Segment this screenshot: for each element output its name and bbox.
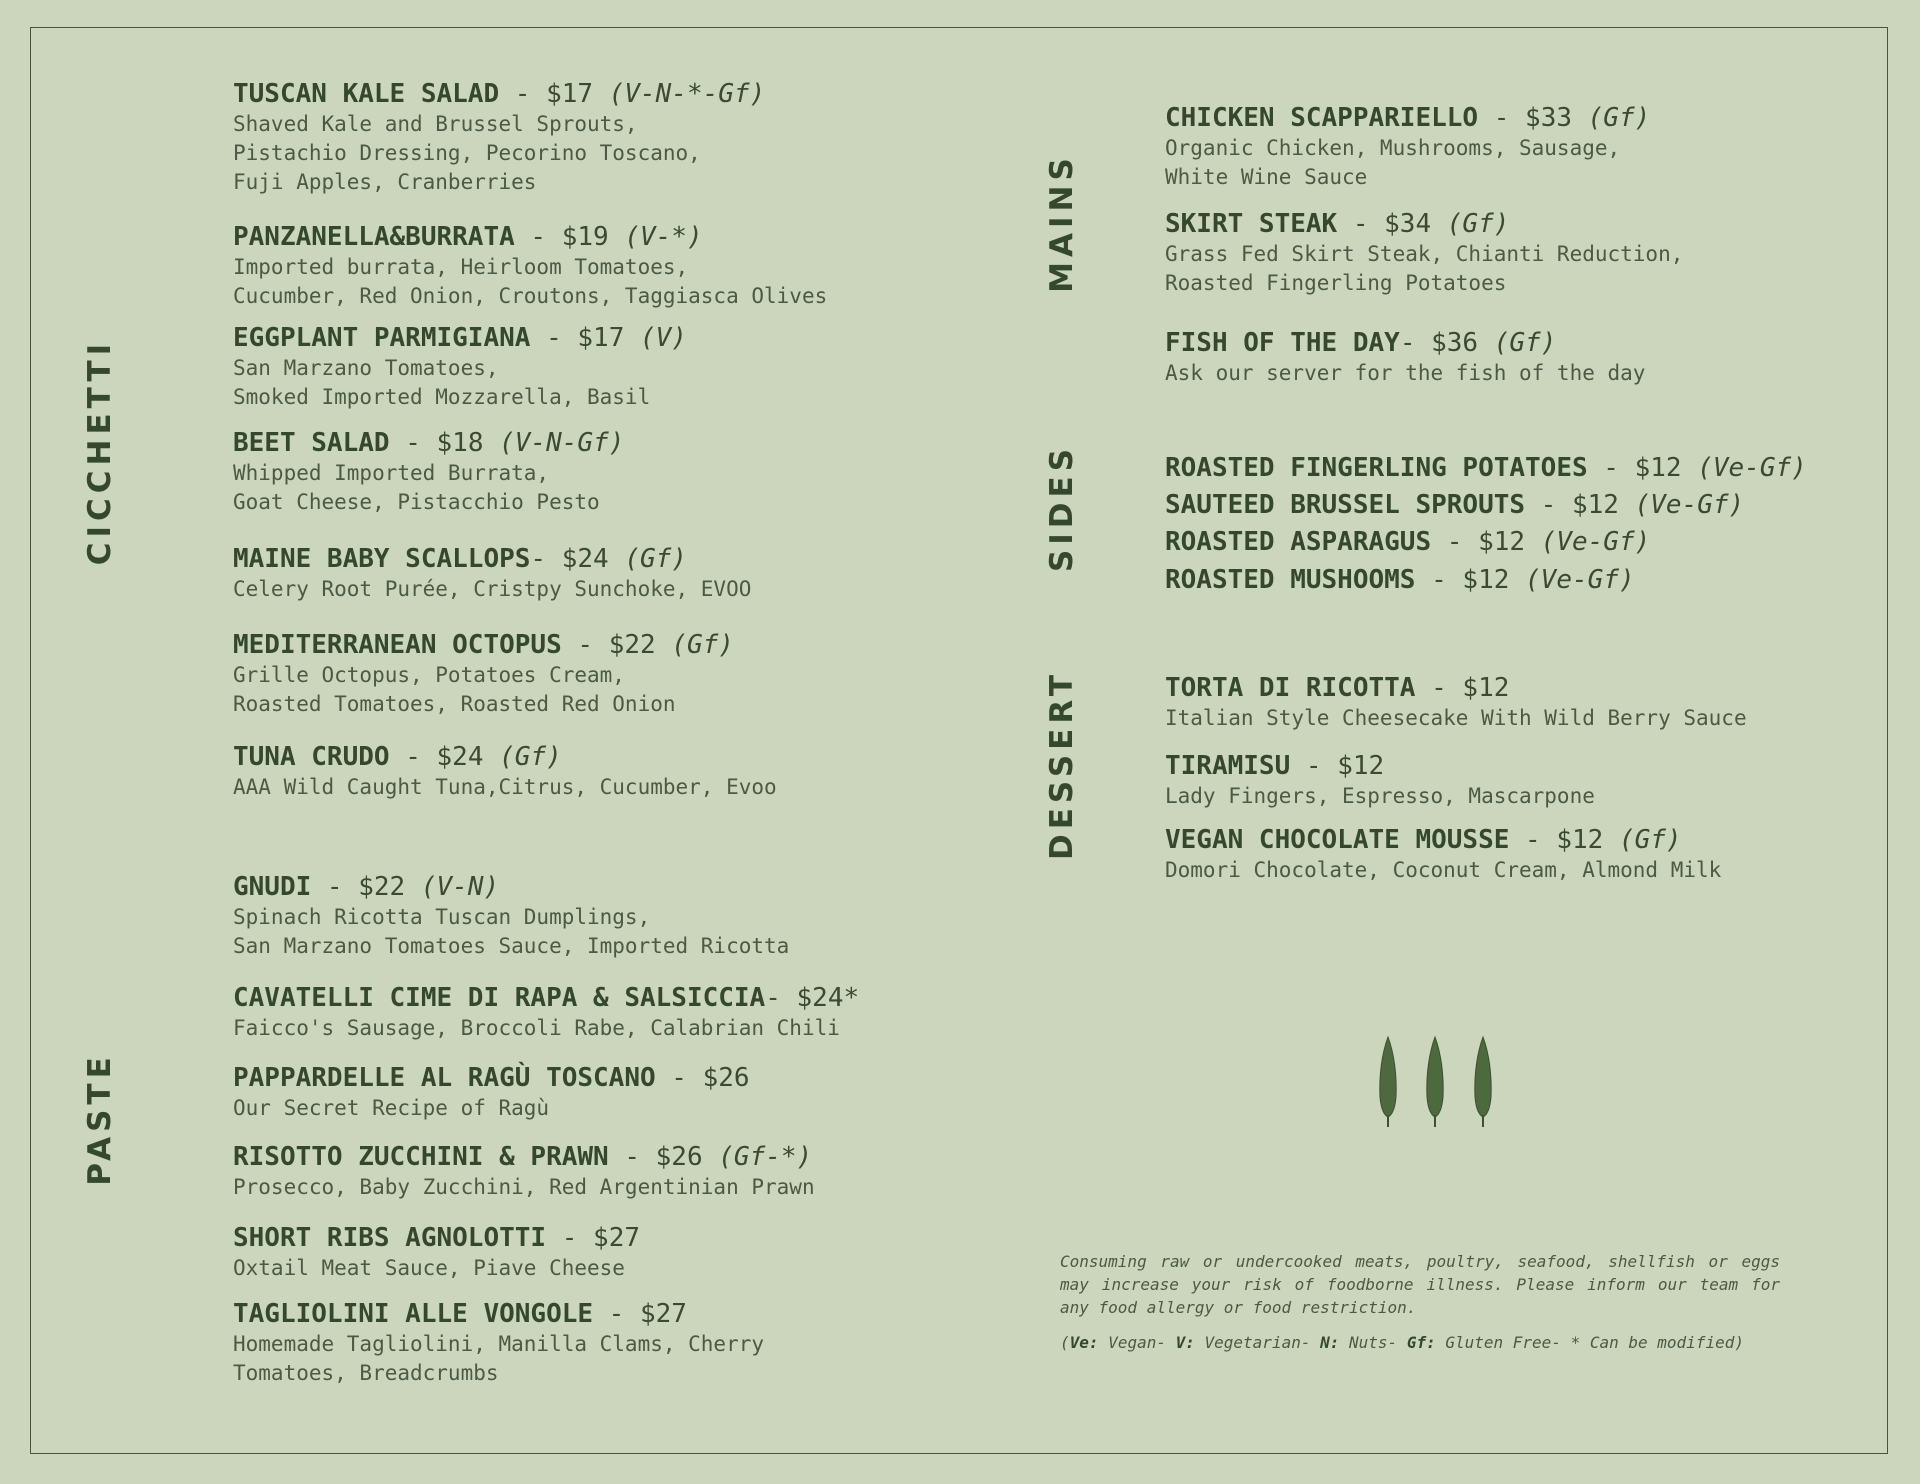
dish-price: - $27 (546, 1223, 640, 1253)
dish-description: Our Secret Recipe of Ragù (233, 1096, 550, 1120)
dish-title-line (1165, 452, 1807, 484)
dish-name: TAGLIOLINI ALLE VONGOLE (233, 1299, 594, 1329)
dish-description: Grass Fed Skirt Steak, Chianti Reduction, (1165, 242, 1684, 266)
dish-title-line (233, 1222, 640, 1254)
dish-price: - $12 (1415, 565, 1526, 595)
dish-diet-tags: (Gf) (499, 742, 562, 772)
dessert-menu-item (1165, 750, 1595, 811)
dish-title-line (233, 871, 789, 903)
dish-price: - $12 (1509, 825, 1619, 855)
dish-title-line (1165, 750, 1595, 782)
dish-title-line (233, 221, 827, 253)
mains-menu-item (1165, 102, 1650, 192)
dish-description: Spinach Ricotta Tuscan Dumplings, (233, 905, 651, 929)
cicchetti-menu-item (233, 221, 827, 311)
cicchetti-menu-item (233, 427, 624, 517)
dish-name: ROASTED FINGERLING POTATOES (1165, 453, 1588, 483)
dish-description: Tomatoes, Breadcrumbs (233, 1361, 499, 1385)
dish-description: Roasted Tomatoes, Roasted Red Onion (233, 692, 676, 716)
dish-diet-tags: (V-N-Gf) (499, 428, 625, 458)
sides-menu-item (1165, 564, 1635, 596)
dish-description: Ask our server for the fish of the day (1165, 361, 1646, 385)
dish-price: - $24 (530, 544, 625, 574)
dish-price: - $17 (499, 79, 609, 109)
dish-title-line (233, 427, 624, 459)
dish-diet-tags: (Gf) (1446, 209, 1510, 239)
dish-price: - $22 (561, 630, 672, 660)
dish-diet-tags: (Ve-Gf) (1540, 527, 1651, 557)
dish-title-line (1165, 327, 1645, 359)
legend-open: ( (1060, 1333, 1070, 1352)
dish-name: BEET SALAD (233, 428, 390, 458)
dish-price: - $12 (1525, 490, 1635, 520)
dish-description: Roasted Fingerling Potatoes (1165, 271, 1507, 295)
dish-name: ROASTED MUSHOOMS (1165, 565, 1416, 595)
dish-diet-tags: (Ve-Gf) (1525, 565, 1635, 595)
dish-price: - $33 (1478, 103, 1588, 133)
dish-description: Shaved Kale and Brussel Sprouts, (233, 112, 638, 136)
dish-title-line (233, 78, 765, 110)
section-label-cicchetti: CICCHETTI (82, 338, 118, 566)
dish-diet-tags: (V-N) (420, 872, 500, 902)
dish-title-line (1165, 102, 1650, 134)
dish-description: Pistachio Dressing, Pecorino Toscano, (233, 141, 701, 165)
dish-price: - $12 (1587, 453, 1698, 483)
dish-name: MEDITERRANEAN OCTOPUS (233, 630, 562, 660)
paste-menu-item (233, 1298, 764, 1388)
dish-title-line (233, 543, 751, 575)
legend-gluten-free-text: Gluten Free- * Can be modified) (1435, 1333, 1744, 1352)
dish-name: PAPPARDELLE AL RAGÙ TOSCANO (233, 1063, 656, 1093)
dish-price: - $12 (1431, 527, 1541, 557)
dish-description: Imported burrata, Heirloom Tomatoes, (233, 255, 689, 279)
dish-name: SKIRT STEAK (1165, 209, 1338, 239)
dish-title-line (233, 1298, 764, 1330)
dish-name: TUSCAN KALE SALAD (233, 79, 500, 109)
cicchetti-menu-item (233, 629, 734, 719)
dish-title-line (233, 629, 734, 661)
dish-diet-tags: (Ve-Gf) (1634, 490, 1745, 520)
dish-name: TORTA DI RICOTTA (1165, 673, 1416, 703)
paste-menu-item (233, 1062, 750, 1123)
dish-diet-tags: (Gf) (1618, 825, 1682, 855)
dish-diet-tags: (Ve-Gf) (1697, 453, 1807, 483)
dish-description: San Marzano Tomatoes, (233, 356, 499, 380)
dish-title-line (233, 1062, 750, 1094)
dish-price: - $24* (765, 983, 860, 1013)
legend-nuts-key: N: (1320, 1333, 1340, 1352)
dish-price: - $26 (655, 1063, 750, 1093)
dish-title-line (233, 1141, 815, 1173)
paste-menu-item (233, 871, 789, 961)
sides-menu-item (1165, 452, 1807, 484)
dish-name: CHICKEN SCAPPARIELLO (1165, 103, 1479, 133)
dish-title-line (1165, 489, 1744, 521)
dish-description: Faicco's Sausage, Broccoli Rabe, Calabrian Chili (233, 1016, 840, 1040)
sides-menu-item (1165, 489, 1744, 521)
dish-price: - $24 (389, 742, 500, 772)
dish-description: Oxtail Meat Sauce, Piave Cheese (233, 1256, 625, 1280)
dish-price: - $22 (311, 872, 421, 902)
dish-diet-tags: (Gf) (1493, 328, 1557, 358)
dish-title-line (1165, 564, 1635, 596)
dish-name: SHORT RIBS AGNOLOTTI (233, 1223, 547, 1253)
dish-price: - $12 (1415, 673, 1510, 703)
dish-price: - $18 (389, 428, 500, 458)
dish-name: FISH OF THE DAY (1165, 328, 1400, 358)
dish-title-line (1165, 824, 1721, 856)
cicchetti-menu-item (233, 543, 751, 604)
dish-price: - $27 (593, 1299, 687, 1329)
dish-description: Whipped Imported Burrata, (233, 461, 550, 485)
cicchetti-menu-item (233, 322, 687, 412)
mains-menu-item (1165, 327, 1645, 388)
dish-description: Celery Root Purée, Cristpy Sunchoke, EVOO (233, 577, 752, 601)
dessert-menu-item (1165, 824, 1721, 885)
dish-description: Organic Chicken, Mushrooms, Sausage, (1165, 136, 1621, 160)
dish-name: SAUTEED BRUSSEL SPROUTS (1165, 490, 1526, 520)
cypress-trees-icon (1372, 1035, 1502, 1135)
legend-vegan-text: Vegan- (1098, 1333, 1176, 1352)
section-label-mains: MAINS (1044, 153, 1080, 293)
cicchetti-menu-item (233, 78, 765, 197)
dish-description: Homemade Tagliolini, Manilla Clams, Cherry (233, 1332, 765, 1356)
dish-title-line (1165, 526, 1650, 558)
dish-name: VEGAN CHOCOLATE MOUSSE (1165, 825, 1510, 855)
dish-price: - $34 (1337, 209, 1447, 239)
legend-nuts-text: Nuts- (1339, 1333, 1407, 1352)
dish-title-line (233, 322, 687, 354)
dish-name: CAVATELLI CIME DI RAPA & SALSICCIA (233, 983, 766, 1013)
dish-price: - $26 (608, 1142, 719, 1172)
dish-diet-tags: (V-N-*-Gf) (608, 79, 766, 109)
dish-diet-tags: (Gf) (671, 630, 734, 660)
dish-diet-tags: (Gf-*) (718, 1142, 813, 1172)
dish-description: San Marzano Tomatoes Sauce, Imported Ricotta (233, 934, 790, 958)
sides-menu-item (1165, 526, 1650, 558)
dish-description: AAA Wild Caught Tuna,Citrus, Cucumber, Evoo (233, 775, 777, 799)
paste-menu-item (233, 982, 859, 1043)
dish-name: TIRAMISU (1165, 751, 1291, 781)
section-label-paste: PASTE (82, 1052, 118, 1186)
dish-title-line (1165, 672, 1747, 704)
dish-price: - $36 (1399, 328, 1494, 358)
dish-description: Grille Octopus, Potatoes Cream, (233, 663, 625, 687)
dish-diet-tags: (V) (640, 323, 687, 353)
diet-legend (1060, 1331, 1744, 1354)
legend-gluten-free-key: Gf: (1406, 1333, 1436, 1352)
dish-description: Fuji Apples, Cranberries (233, 170, 537, 194)
section-label-sides: SIDES (1044, 443, 1080, 573)
dish-name: MAINE BABY SCALLOPS (233, 544, 531, 574)
dish-description: Italian Style Cheesecake With Wild Berry Sauce (1165, 706, 1747, 730)
dish-description: White Wine Sauce (1165, 165, 1368, 189)
dish-price: - $12 (1290, 751, 1385, 781)
dish-description: Cucumber, Red Onion, Croutons, Taggiasca Olives (233, 284, 828, 308)
dish-name: PANZANELLA&BURRATA (233, 222, 515, 252)
dish-name: RISOTTO ZUCCHINI & PRAWN (233, 1142, 609, 1172)
paste-menu-item (233, 1141, 815, 1202)
dish-name: EGGPLANT PARMIGIANA (233, 323, 531, 353)
dish-diet-tags: (Gf) (1587, 103, 1651, 133)
food-safety-notice: Consuming raw or undercooked meats, poultry, seafood, shellfish or eggs may increase your risk of foodborne illness. Please inform our team for any food allergy or food restriction. (1060, 1252, 1780, 1317)
dish-description: Smoked Imported Mozzarella, Basil (233, 385, 651, 409)
dish-name: GNUDI (233, 872, 312, 902)
dish-description: Prosecco, Baby Zucchini, Red Argentinian Prawn (233, 1175, 815, 1199)
dish-title-line (1165, 208, 1683, 240)
dish-description: Lady Fingers, Espresso, Mascarpone (1165, 784, 1595, 808)
dish-diet-tags: (V-*) (624, 222, 703, 252)
dish-description: Domori Chocolate, Coconut Cream, Almond Milk (1165, 858, 1722, 882)
dish-price: - $17 (530, 323, 640, 353)
dish-diet-tags: (Gf) (624, 544, 687, 574)
dish-title-line (233, 741, 777, 773)
dish-name: TUNA CRUDO (233, 742, 390, 772)
dish-title-line (233, 982, 859, 1014)
dish-name: ROASTED ASPARAGUS (1165, 527, 1432, 557)
dessert-menu-item (1165, 672, 1747, 733)
dish-price: - $19 (514, 222, 625, 252)
dish-description: Goat Cheese, Pistacchio Pesto (233, 490, 600, 514)
paste-menu-item (233, 1222, 640, 1283)
legend-vegan-key: Ve: (1069, 1333, 1099, 1352)
section-label-dessert: DESSERT (1044, 670, 1080, 860)
legend-vegetarian-text: Vegetarian- (1194, 1333, 1321, 1352)
legend-vegetarian-key: V: (1175, 1333, 1195, 1352)
cicchetti-menu-item (233, 741, 777, 802)
mains-menu-item (1165, 208, 1683, 298)
